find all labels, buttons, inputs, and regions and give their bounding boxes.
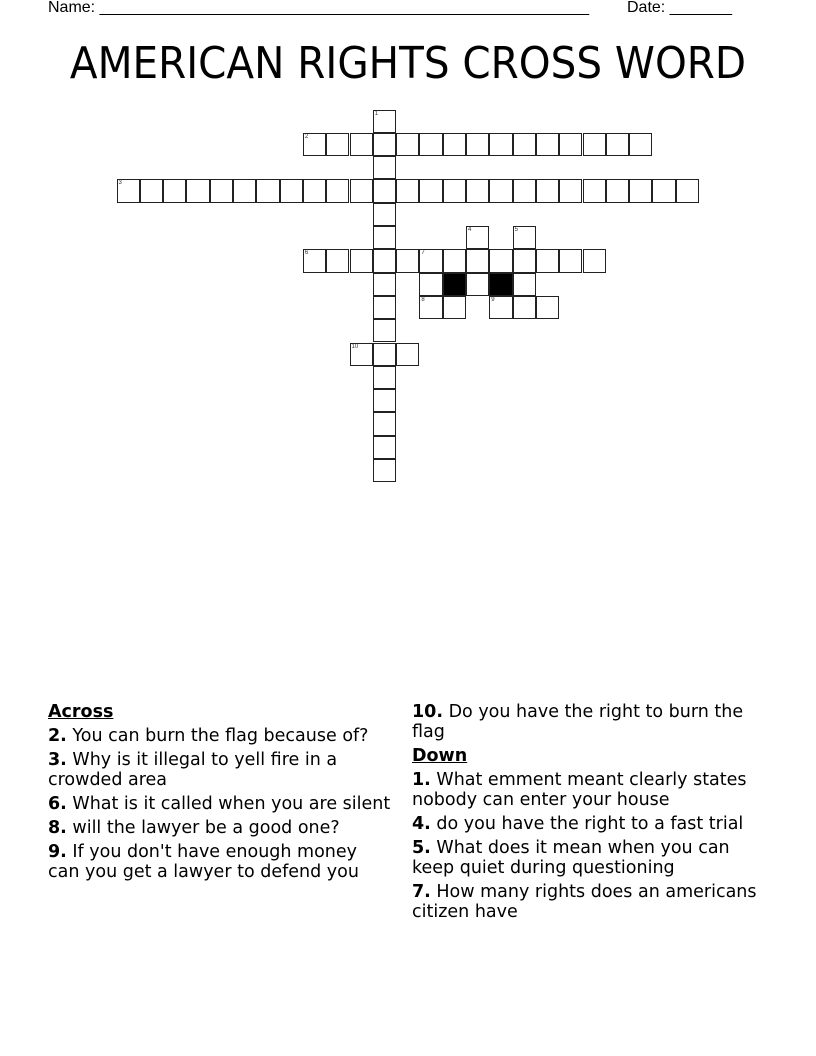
- grid-cell[interactable]: [373, 296, 396, 319]
- grid-cell[interactable]: [466, 249, 489, 272]
- clue-text: will the lawyer be a good one?: [66, 818, 340, 838]
- grid-cell[interactable]: [373, 366, 396, 389]
- grid-cell[interactable]: [443, 133, 466, 156]
- grid-cell[interactable]: [373, 133, 396, 156]
- clue-across-6: [48, 794, 393, 814]
- grid-cell[interactable]: [373, 412, 396, 435]
- clue-number: 8.: [48, 818, 67, 838]
- grid-cell[interactable]: [373, 273, 396, 296]
- grid-cell[interactable]: [350, 343, 373, 366]
- grid-cell[interactable]: [536, 179, 559, 202]
- grid-cell[interactable]: [419, 133, 442, 156]
- cell-number: 6: [304, 250, 309, 257]
- grid-cell[interactable]: [256, 179, 279, 202]
- grid-cell[interactable]: [419, 179, 442, 202]
- grid-cell[interactable]: [280, 179, 303, 202]
- grid-cell[interactable]: [583, 249, 606, 272]
- clue-number: 10.: [412, 702, 444, 722]
- grid-cell[interactable]: [350, 133, 373, 156]
- grid-cell[interactable]: [583, 133, 606, 156]
- grid-cell[interactable]: [466, 133, 489, 156]
- grid-cell[interactable]: [513, 273, 536, 296]
- grid-cell[interactable]: [396, 133, 419, 156]
- cell-number: 3: [118, 180, 122, 187]
- clue-down-1: [412, 770, 757, 810]
- clue-number: 7.: [412, 882, 431, 902]
- name-field[interactable]: Name: _______________________________________________________: [48, 0, 589, 16]
- grid-cell[interactable]: [676, 179, 699, 202]
- cell-number: 7: [421, 250, 425, 257]
- grid-cell[interactable]: [466, 179, 489, 202]
- grid-cell[interactable]: [536, 249, 559, 272]
- grid-cell[interactable]: [303, 249, 326, 272]
- grid-cell[interactable]: [559, 179, 582, 202]
- grid-cell[interactable]: [513, 179, 536, 202]
- grid-cell[interactable]: [513, 226, 536, 249]
- grid-cell[interactable]: [606, 179, 629, 202]
- clue-number: 1.: [412, 770, 431, 790]
- clue-number: 6.: [48, 794, 67, 814]
- grid-cell[interactable]: [559, 133, 582, 156]
- cell-number: 2: [304, 133, 309, 140]
- clue-number: 2.: [48, 726, 67, 746]
- grid-cell[interactable]: [606, 133, 629, 156]
- grid-cell[interactable]: [466, 273, 489, 296]
- clue-number: 3.: [48, 750, 67, 770]
- grid-cell[interactable]: [186, 179, 209, 202]
- grid-cell[interactable]: [513, 249, 536, 272]
- grid-cell[interactable]: [489, 133, 512, 156]
- grid-cell[interactable]: [629, 179, 652, 202]
- grid-cell[interactable]: [583, 179, 606, 202]
- clue-text: Do you have the right to burn the flag: [412, 702, 744, 742]
- crossword-grid: [117, 110, 717, 510]
- grid-cell[interactable]: [326, 179, 349, 202]
- clue-across-3: [48, 750, 393, 790]
- grid-cell[interactable]: [443, 249, 466, 272]
- grid-cell[interactable]: [513, 296, 536, 319]
- grid-cell[interactable]: [210, 179, 233, 202]
- grid-cell[interactable]: [350, 249, 373, 272]
- cell-number: 9: [491, 296, 495, 303]
- black-cell: [489, 273, 512, 296]
- clue-across-2: [48, 726, 393, 746]
- grid-cell[interactable]: [419, 296, 442, 319]
- grid-cell[interactable]: [373, 459, 396, 482]
- clue-text: You can burn the flag because of?: [66, 726, 369, 746]
- grid-cell[interactable]: [373, 389, 396, 412]
- grid-cell[interactable]: [536, 133, 559, 156]
- cell-number: 4: [468, 227, 472, 233]
- grid-cell[interactable]: [513, 133, 536, 156]
- grid-cell[interactable]: [536, 296, 559, 319]
- grid-cell[interactable]: [396, 249, 419, 272]
- page-title: AMERICAN RIGHTS CROSS WORD: [69, 38, 747, 89]
- clue-text: How many rights does an americans citizen have: [412, 882, 757, 922]
- clue-down-5: [412, 838, 757, 878]
- clue-across-8: [48, 818, 393, 838]
- clue-text: Why is it illegal to yell fire in a crowded area: [48, 750, 338, 790]
- grid-cell[interactable]: [373, 156, 396, 179]
- grid-cell[interactable]: [373, 226, 396, 249]
- clue-text: If you don't have enough money can you get a lawyer to defend you: [48, 842, 359, 882]
- cell-number: 5: [514, 227, 518, 233]
- grid-cell[interactable]: [419, 273, 442, 296]
- clue-number: 4.: [412, 814, 431, 834]
- black-cell: [443, 273, 466, 296]
- clue-number: 5.: [412, 838, 431, 858]
- grid-cell[interactable]: [466, 226, 489, 249]
- grid-cell[interactable]: [373, 203, 396, 226]
- clue-text: do you have the right to a fast trial: [430, 814, 744, 834]
- grid-cell[interactable]: [373, 319, 396, 342]
- clue-down-7: [412, 882, 757, 922]
- grid-cell[interactable]: [652, 179, 675, 202]
- down-heading: Down: [412, 746, 468, 766]
- grid-cell[interactable]: [163, 179, 186, 202]
- grid-cell[interactable]: [396, 343, 419, 366]
- grid-cell[interactable]: [443, 296, 466, 319]
- grid-cell[interactable]: [373, 179, 396, 202]
- clue-text: What emment meant clearly states nobody can enter your house: [412, 770, 747, 810]
- grid-cell[interactable]: [489, 296, 512, 319]
- cell-number: 1: [374, 110, 379, 117]
- grid-cell[interactable]: [303, 179, 326, 202]
- cell-number: 10: [351, 343, 359, 350]
- grid-cell[interactable]: [629, 133, 652, 156]
- clues-column-left: [48, 702, 393, 886]
- clue-across-9: [48, 842, 393, 882]
- grid-cell[interactable]: [373, 436, 396, 459]
- clue-number: 9.: [48, 842, 67, 862]
- across-heading: Across: [48, 702, 114, 722]
- grid-cell[interactable]: [303, 133, 326, 156]
- clue-text: What does it mean when you can keep quiet during questioning: [412, 838, 730, 878]
- grid-cell[interactable]: [443, 179, 466, 202]
- grid-cell[interactable]: [559, 249, 582, 272]
- grid-cell[interactable]: [326, 133, 349, 156]
- clues-column-right: [412, 702, 757, 926]
- grid-cell[interactable]: [233, 179, 256, 202]
- grid-cell[interactable]: [117, 179, 140, 202]
- grid-cell[interactable]: [489, 179, 512, 202]
- grid-cell[interactable]: [350, 179, 373, 202]
- grid-cell[interactable]: [373, 343, 396, 366]
- date-field[interactable]: Date: _______: [627, 0, 732, 16]
- clue-across-10: [412, 702, 757, 742]
- grid-cell[interactable]: [373, 110, 396, 133]
- grid-cell[interactable]: [489, 249, 512, 272]
- clue-down-4: [412, 814, 757, 834]
- grid-cell[interactable]: [396, 179, 419, 202]
- grid-cell[interactable]: [140, 179, 163, 202]
- grid-cell[interactable]: [419, 249, 442, 272]
- grid-cell[interactable]: [373, 249, 396, 272]
- cell-number: 8: [421, 296, 425, 303]
- grid-cell[interactable]: [326, 249, 349, 272]
- clue-text: What is it called when you are silent: [66, 794, 391, 814]
